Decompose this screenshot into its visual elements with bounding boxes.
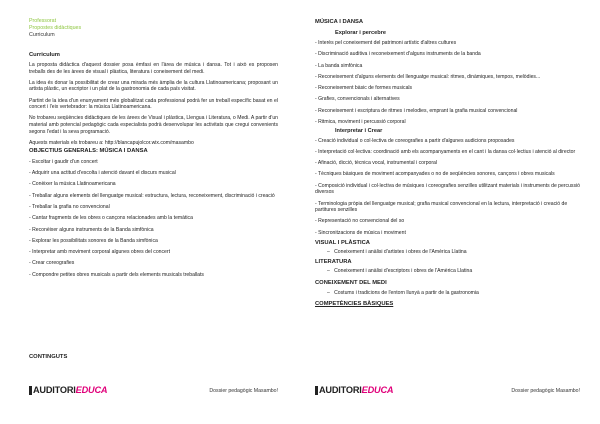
objectiu-item: - Adquirir una actitud d'escolta i atenció davant el discurs musical [29, 170, 176, 177]
objectiu-item: - Reconèixer alguns instruments de la Banda simfònica [29, 226, 154, 233]
medi-item: – Costums i tradicions de l'entorn llunyà a partir de la gastronomia [327, 289, 479, 296]
right-page [300, 0, 600, 424]
interpretar-heading: Interpretar i Crear [335, 127, 383, 134]
logo-part-educa: EDUCA [75, 385, 108, 395]
interpretar-item: - Afinació, dicció, tècnica vocal, instrumental i corporal [315, 160, 438, 167]
interpretar-item: - Interpretació col·lectiva: coordinació amb els acompanyaments en el cant i la dansa col·lectius i atenció al director [315, 148, 576, 155]
explorar-item: - Interès pel coneixement del patrimoni artístic d'altres cultures [315, 40, 457, 46]
objectiu-item: - Treballar la grafia no convencional [29, 203, 110, 210]
objectiu-item: - Crear coreografies [29, 260, 75, 267]
objectiu-item: - Treballar alguns elements del llenguatge musical: estructura, lectura, reconeixement, discriminació i creació [29, 192, 275, 199]
breadcrumb-item-propostes[interactable]: Propostes didàctiques [29, 25, 82, 31]
explorar-item: - Reconeixement d'alguns elements del llenguatge musical: ritmes, dinàmiques, tempos, melòdies... [315, 73, 541, 80]
curriculum-paragraph-1: La proposta didàctica d'aquest dossier posa èmfasi en l'àrea de música i dansa. Tot i això es proposen treballs des de les àrees de visual i plàstica, literatura i coneixement del medi. [29, 62, 278, 75]
materials-link-text[interactable]: Aquests materials els trobareu a: http://blancapujolcor.wix.com/masambo [29, 139, 194, 146]
logo-part-auditori: AUDITORI [319, 385, 362, 395]
coneixement-medi-heading: CONEIXEMENT DEL MEDI [315, 279, 387, 286]
curriculum-paragraph-2: La idea és donar la possibilitat de crear una mirada més àmplia de la cultura Llatinoamericana; proposant un artista plàstic, un escriptor i un plat de la gastronomia de cada país visitat. [29, 79, 278, 93]
auditori-educa-logo [315, 385, 393, 395]
footer-text: Dossier pedagògic Masambo! [511, 388, 580, 394]
explorar-heading: Explorar i percebre [335, 30, 386, 36]
competencies-heading: COMPETÈNCIES BÀSIQUES [315, 301, 394, 308]
objectiu-item: - Escoltar i gaudir d'un concert [29, 158, 98, 165]
continguts-heading: CONTINGUTS [29, 354, 68, 360]
literatura-item: – Coneixement i anàlisi d'escriptors i obres de l'Amèrica Llatina [327, 267, 473, 274]
breadcrumb-item-professorat[interactable]: Professorat [29, 18, 57, 24]
objectiu-item: - Explorar les possibilitats sonores de la Banda simfònica [29, 237, 158, 244]
breadcrumb-item-curriculum: Curriculum [29, 32, 55, 38]
interpretar-item: - Terminologia pròpia del llenguatge musical; grafia musical convencional en la lectura, interpretació i creació de partitures senzilles [315, 200, 568, 214]
explorar-item: - Reconeixement i escriptura de ritmes i melodies, emprant la grafia musical convencional [315, 107, 518, 114]
breadcrumb [29, 18, 278, 39]
objectiu-item: - Compondre petites obres musicals a partir dels elements musicals treballats [29, 271, 204, 278]
interpretar-item: - Representació no convencional del so [315, 218, 405, 225]
left-footer [29, 381, 278, 395]
objectiu-item: - Conèixer la música Llatinoamericana [29, 181, 116, 188]
interpretar-item: - Composició individual i col·lectiva de músiques i coreografies senzilles utilitzant materials i instruments de percussió diversos [315, 182, 580, 196]
interpretar-item: - Creació individual o col·lectiva de coreografies a partir d'algunes audicions proposades [315, 137, 515, 144]
musica-dansa-heading: MÚSICA I DANSA [315, 19, 364, 25]
objectiu-item: - Cantar fragments de les obres o cançons relacionades amb la temàtica [29, 215, 193, 222]
logo-mark-icon [29, 386, 32, 395]
explorar-item: - Grafies, convencionals i alternatives [315, 96, 400, 103]
visual-item: – Coneixement i anàlisi d'artistes i obres de l'Amèrica Llatina [327, 249, 467, 256]
curriculum-paragraph-3: Partint de la idea d'un enunyament més globalitzat cada professional podrà fer un treball específic basat en el concert i l'eix vertebrador: la música Llatinoamericana. [29, 97, 278, 111]
logo-part-auditori: AUDITORI [33, 385, 76, 395]
curriculum-paragraph-4: No trobareu seqüències didàctiques de les àrees de Visual i plàstica, Llengua i Literatura, o Medi. A partir d'un material amb potencial pedagògic cada especialista podrà desenvolupar les activitats que cregui convenients segons l'edat i la seva programació. [29, 115, 278, 135]
footer-text: Dossier pedagògic Masambo! [209, 388, 278, 394]
logo-part-educa: EDUCA [361, 385, 394, 395]
objectius-heading: OBJECTIUS GENERALS: MÚSICA I DANSA [29, 147, 148, 154]
auditori-educa-logo [29, 385, 107, 395]
interpretar-item: - Tècniques bàsiques de moviment acompanyades o no de seqüències sonores, cançons i obres musicals [315, 171, 555, 178]
explorar-item: - Reconeixement bàsic de formes musicals [315, 85, 413, 92]
explorar-item: - La banda simfònica [315, 62, 363, 69]
explorar-item: - Ritmica, moviment i percussió corporal [315, 118, 406, 125]
visual-plastica-heading: VISUAL I PLÀSTICA [315, 240, 370, 247]
interpretar-item: - Sincronitzacions de música i moviment [315, 229, 406, 236]
objectiu-item: - Interpretar amb moviment corporal algunes obres del concert [29, 249, 170, 256]
right-footer [315, 381, 580, 395]
logo-mark-icon [315, 386, 318, 395]
literatura-heading: LITERATURA [315, 258, 352, 265]
curriculum-heading: Curriculum [29, 52, 60, 58]
explorar-item: - Discriminació auditiva i reconeixement d'alguns instruments de la banda [315, 51, 481, 58]
